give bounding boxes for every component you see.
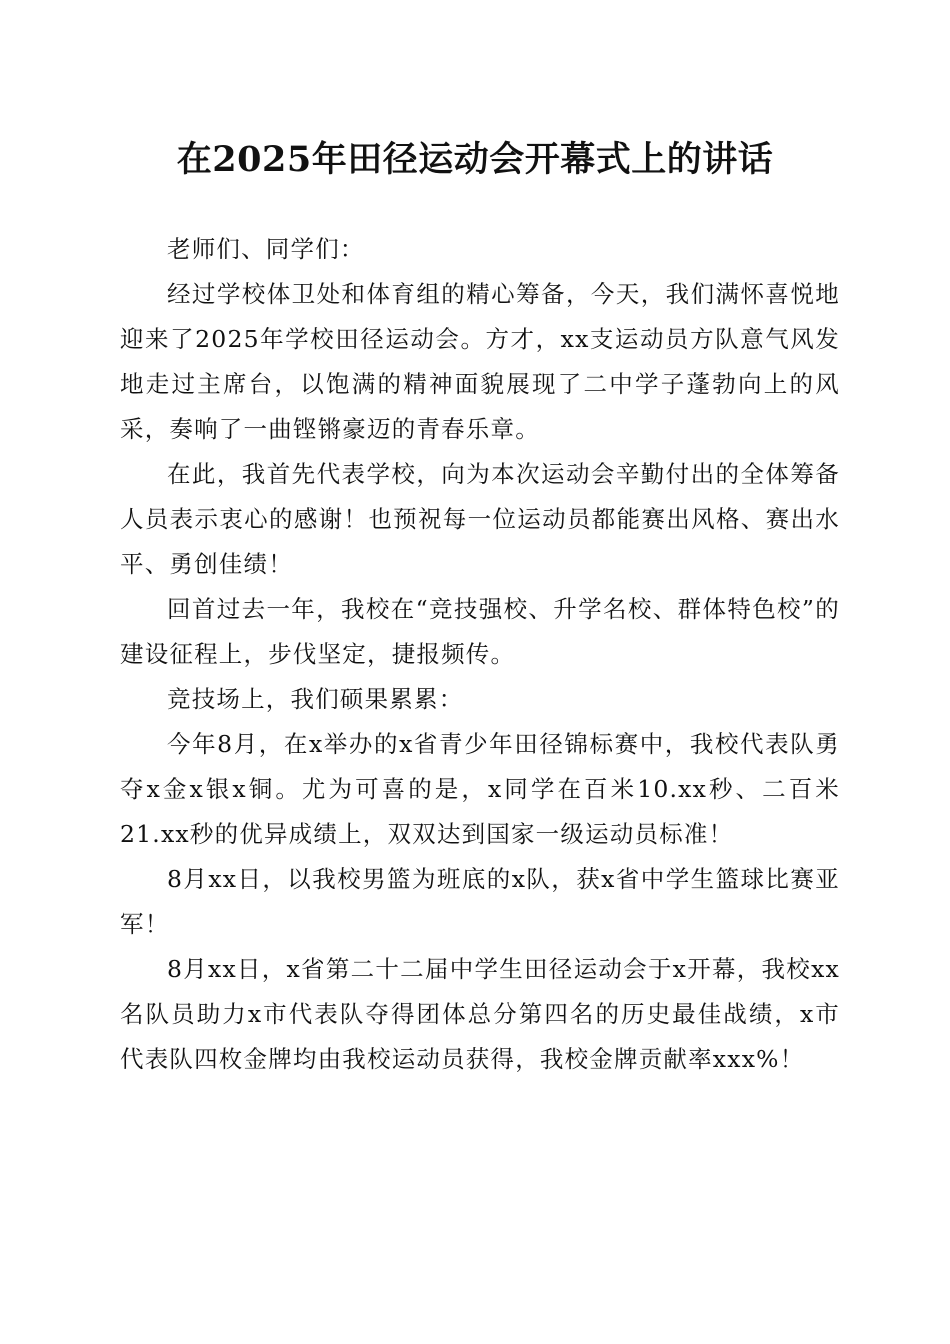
paragraph-basketball: 8月xx日，以我校男篮为班底的x队，获x省中学生篮球比赛亚军！	[120, 865, 840, 938]
paragraph-salutation: 老师们、同学们：	[167, 235, 365, 263]
paragraph-thanks: 在此，我首先代表学校，向为本次运动会辛勤付出的全体筹备人员表示衷心的感谢！也预祝每一位运动员都能赛出风格、赛出水平、勇创佳绩！	[120, 460, 840, 578]
paragraph-opening: 经过学校体卫处和体育组的精心筹备，今天，我们满怀喜悦地迎来了2025年学校田径运动会。方才，xx支运动员方队意气风发地走过主席台，以饱满的精神面貌展现了二中学子蓬勃向上的风采，奏响了一曲铿锵豪迈的青春乐章。	[120, 280, 840, 443]
paragraph-provincial-games: 8月xx日，x省第二十二届中学生田径运动会于x开幕，我校xx名队员助力x市代表队夺得团体总分第四名的历史最佳战绩，x市代表队四枚金牌均由我校运动员获得，我校金牌贡献率xxx%！	[120, 955, 840, 1073]
paragraph-achievements-intro: 竞技场上，我们硕果累累：	[167, 685, 464, 713]
document-title: 在2025年田径运动会开幕式上的讲话	[176, 139, 774, 180]
paragraph-review: 回首过去一年，我校在“竞技强校、升学名校、群体特色校”的建设征程上，步伐坚定，捷报频传。	[120, 595, 840, 668]
paragraph-track-championship: 今年8月，在x举办的x省青少年田径锦标赛中，我校代表队勇夺x金x银x铜。尤为可喜的是，x同学在百米10.xx秒、二百米21.xx秒的优异成绩上，双双达到国家一级运动员标准！	[120, 730, 840, 848]
document-body	[120, 227, 840, 1082]
